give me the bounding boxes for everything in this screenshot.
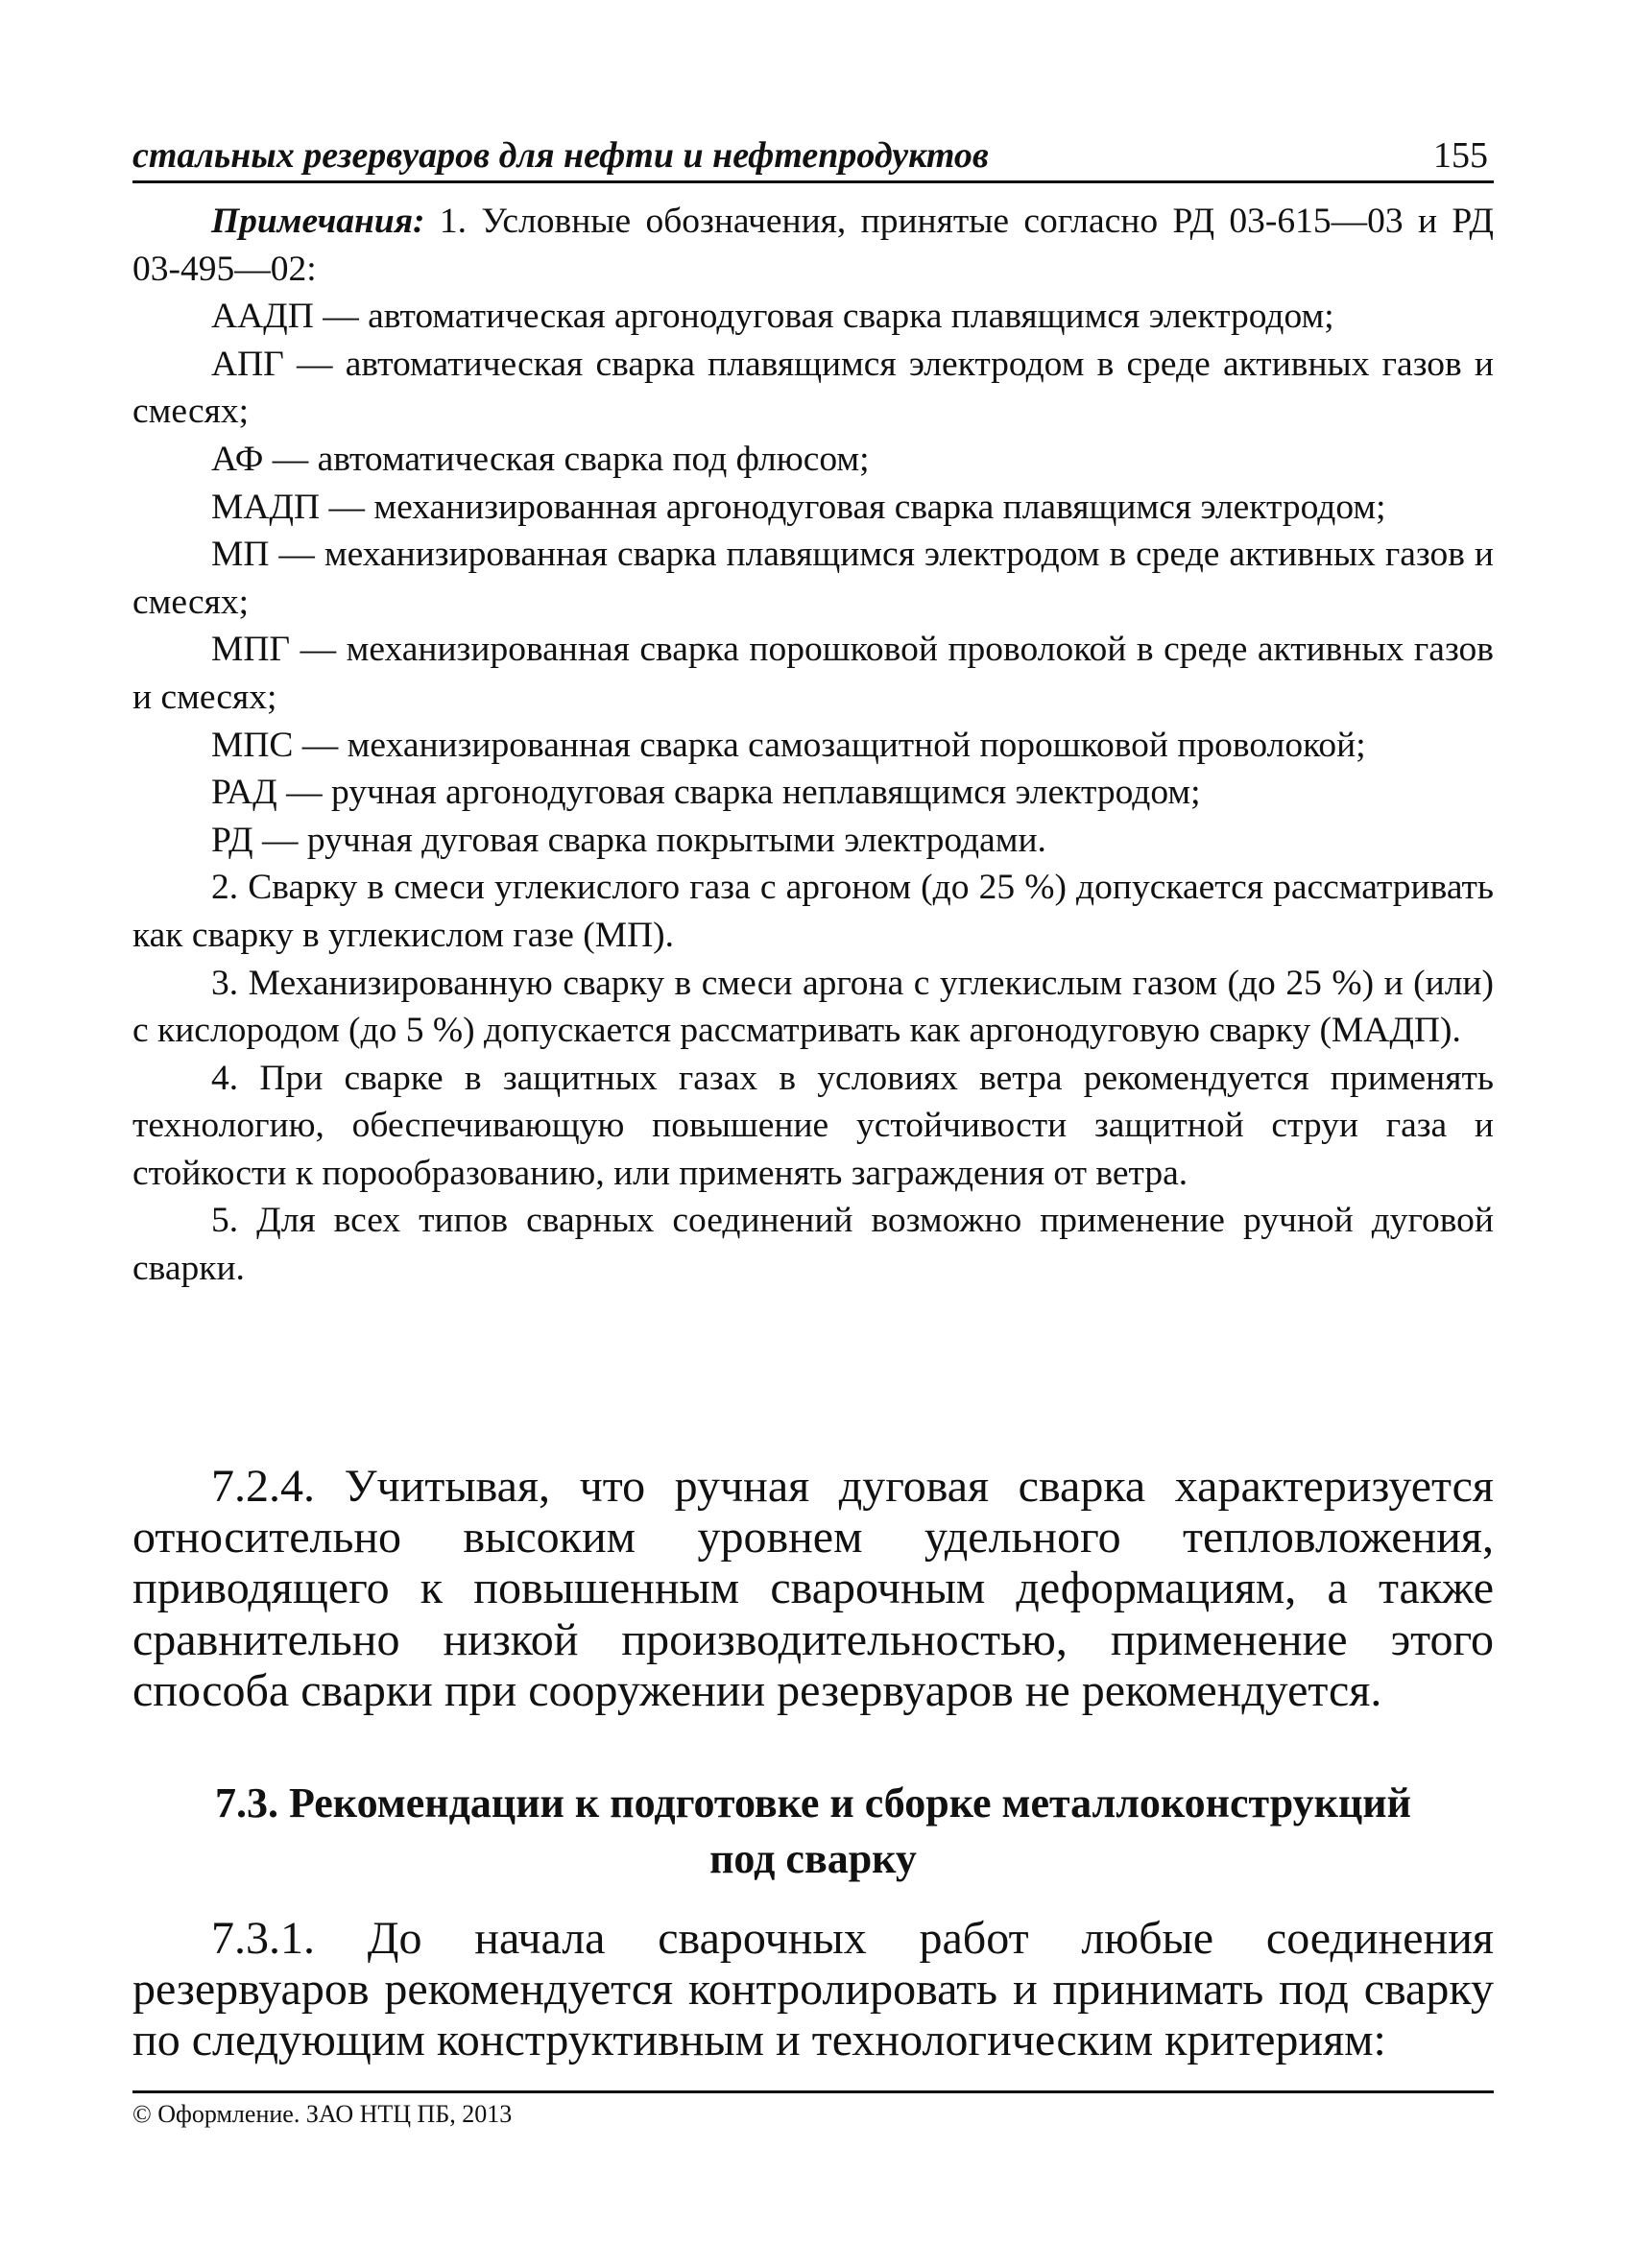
note-item: ААДП — автоматическая аргонодуговая сварка плавящимся электродом; [211,297,1334,337]
running-title: стальных резервуаров для нефти и нефтепродуктов [132,135,989,176]
notes-intro [132,198,1494,293]
note-item: 3. Механизированную сварку в смеси аргона с углекислым газом (до 25 %) и (или) с кислородом (до 5 %) допускается рассматривать как аргонодуговую сварку (МАДП). [132,963,1494,1051]
notes-block [132,198,1494,1293]
note-item: 4. При сварке в защитных газах в условиях ветра рекомендуется применять технологию, обеспечивающую повышение устойчивости защитной струи газа и стойкости к порообразованию, или применять заграждения от ветра. [132,1058,1494,1193]
footer-copyright: © Оформление. ЗАО НТЦ ПБ, 2013 [132,2100,513,2128]
paragraph-7-2-4-block [132,1461,1494,1716]
note-item: МПС — механизированная сварка самозащитной порошковой проволокой; [211,725,1366,765]
note-item: АФ — автоматическая сварка под флюсом; [211,439,870,479]
footer-divider [132,2090,1494,2093]
page-header [132,132,1494,183]
note-item: 5. Для всех типов сварных соединений возможно применение ручной дуговой сварки. [132,1201,1494,1289]
section-heading-line-2: под сварку [709,1835,917,1882]
section-heading-7-3 [132,1776,1494,1887]
page-number: 155 [1433,135,1488,176]
note-item: РД — ручная дуговая сварка покрытыми электродами. [211,820,1046,860]
note-item: 2. Сварку в смеси углекислого газа с аргоном (до 25 %) допускается рассматривать как сварку в углекислом газе (МП). [132,868,1494,955]
paragraph-7-3-1-block [132,1913,1494,2066]
notes-intro-text: 1. Условные обозначения, принятые согласно РД 03-615—03 и РД 03-495—02: [132,202,1494,289]
note-item: МПГ — механизированная сварка порошковой проволокой в среде активных газов и смесях; [132,630,1494,717]
note-item: МП — механизированная сварка плавящимся электродом в среде активных газов и смесях; [132,535,1494,622]
note-item: АПГ — автоматическая сварка плавящимся электродом в среде активных газов и смесях; [132,344,1494,432]
note-item: РАД — ручная аргонодуговая сварка неплавящимся электродом; [211,773,1201,813]
paragraph-7-2-4: 7.2.4. Учитывая, что ручная дуговая сварка характеризуется относительно высоким уровнем удельного тепловложения, приводящего к повышенным сварочным деформациям, а также сравнительно низкой производительностью, применение этого способа сварки при сооружении резервуаров не рекомендуется. [132,1461,1494,1716]
section-heading-line-1: 7.3. Рекомендации к подготовке и сборке металлоконструкций [214,1779,1411,1826]
paragraph-7-3-1: 7.3.1. До начала сварочных работ любые соединения резервуаров рекомендуется контролировать и принимать под сварку по следующим конструктивным и технологическим критериям: [132,1913,1494,2066]
note-item: МАДП — механизированная аргонодуговая сварка плавящимся электродом; [211,487,1386,527]
notes-label: Примечания: [211,202,425,241]
